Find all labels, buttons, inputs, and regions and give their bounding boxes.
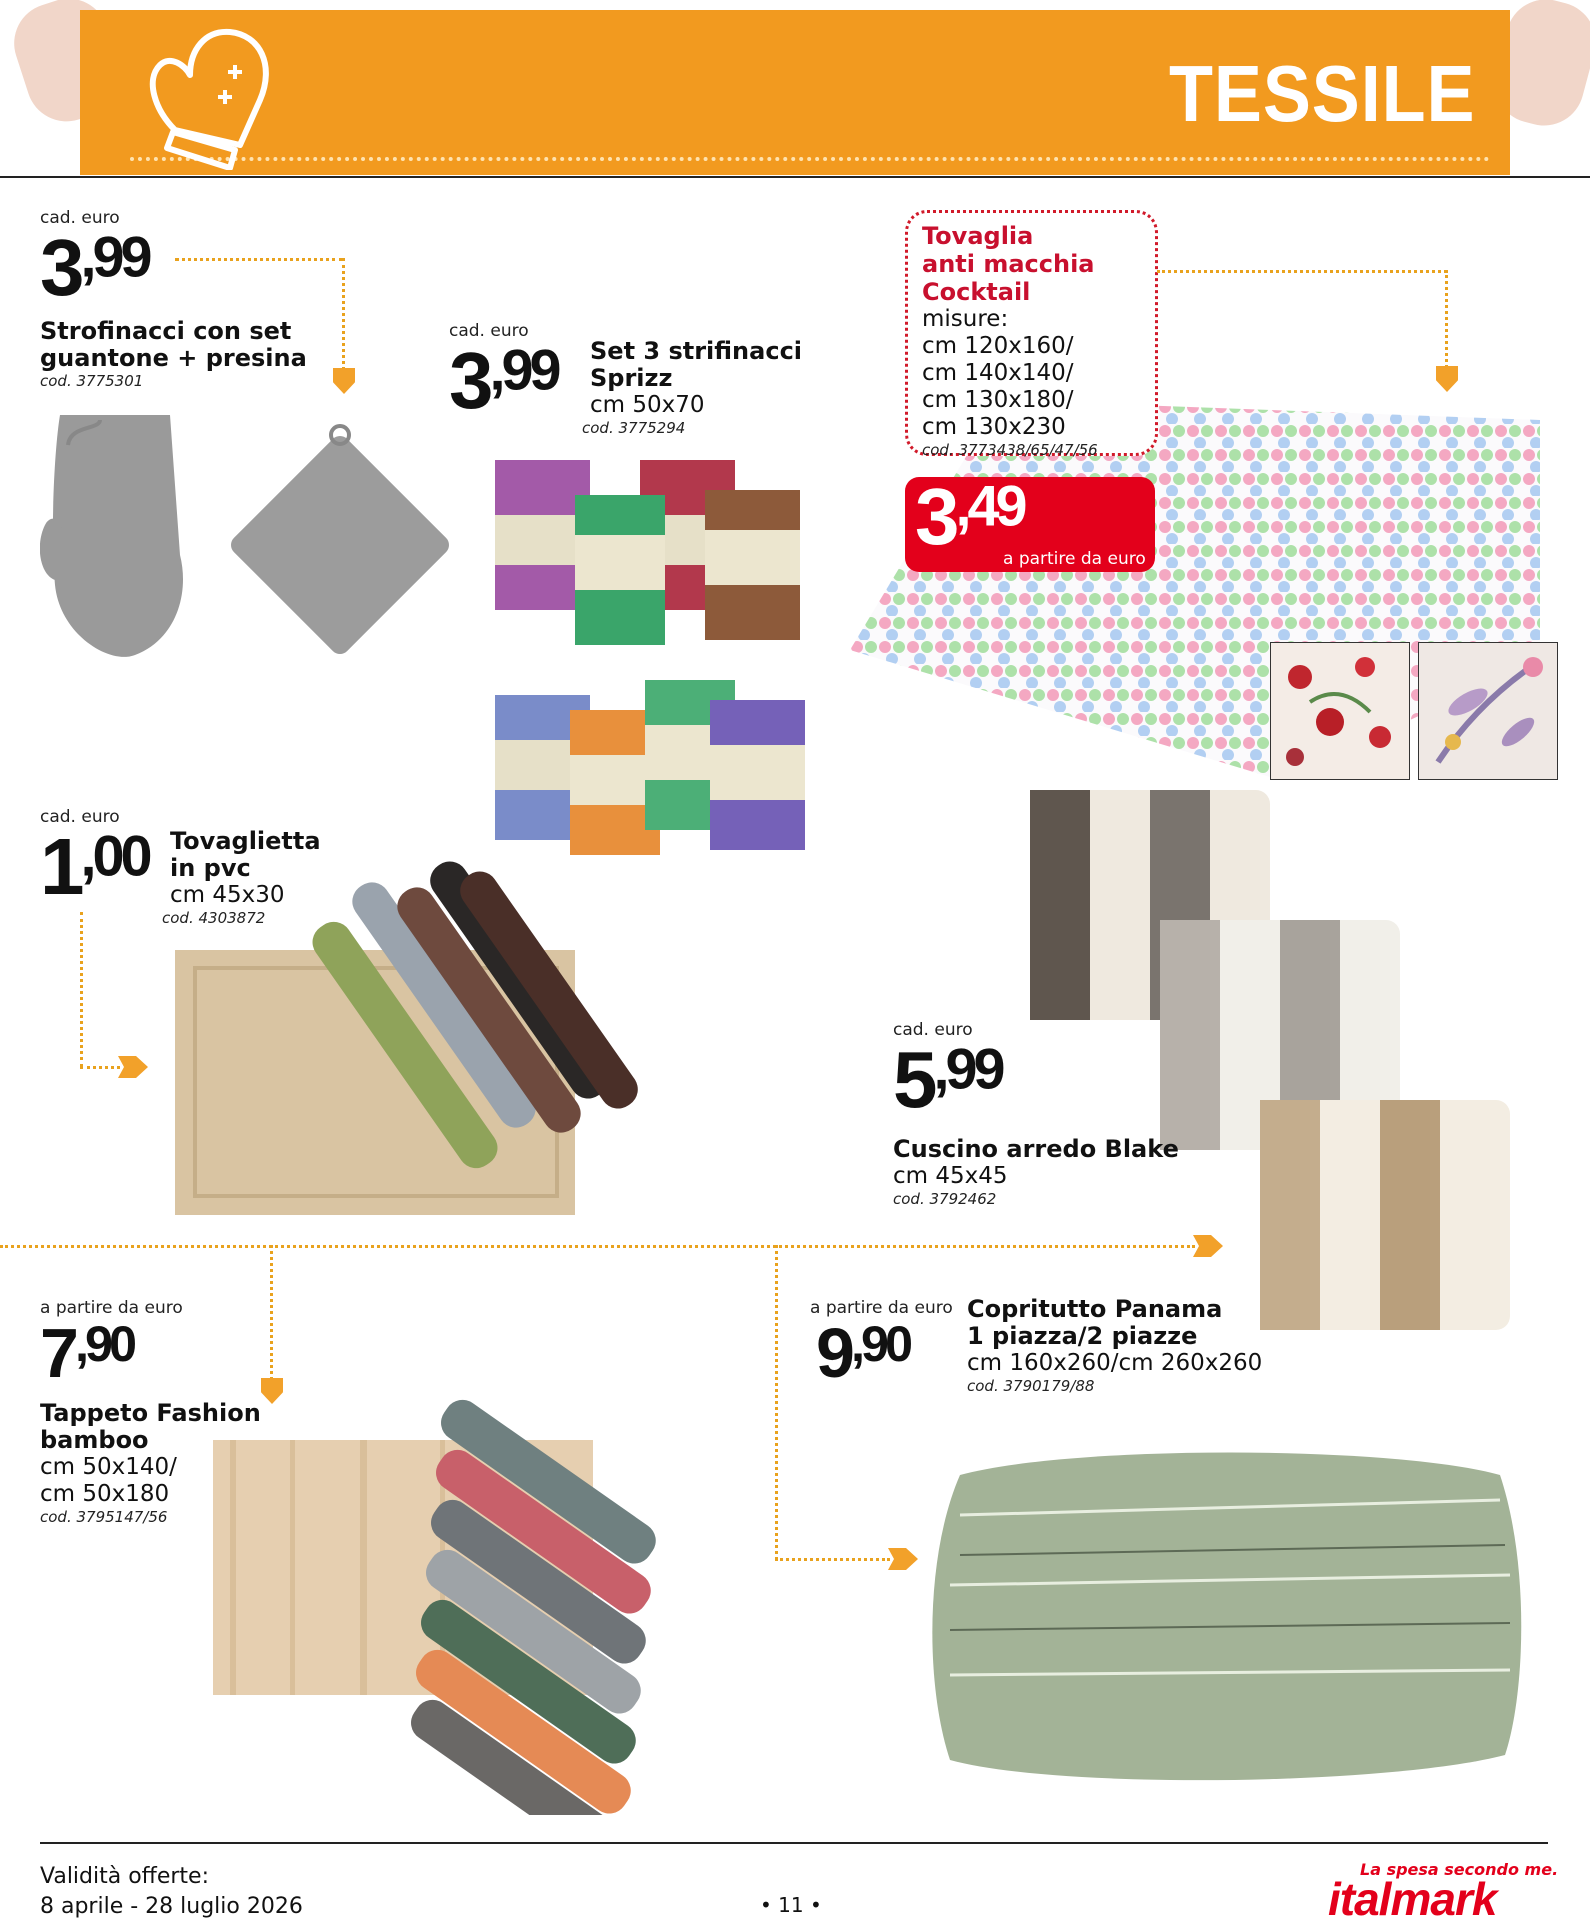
product-code: cod. 3792462 [893, 1190, 997, 1208]
product-code: cod. 3775301 [40, 372, 144, 390]
price-label: a partire da euro [810, 1298, 953, 1318]
product-desc: misure: cm 120x160/ cm 140x140/ cm 130x180/ cm 130x230 [922, 306, 1074, 440]
price-label: cad. euro [40, 807, 120, 827]
product-name: Cuscino arredo Blake [893, 1135, 1179, 1163]
product-name: Tovaglietta in pvc [170, 827, 321, 882]
connector [80, 1066, 120, 1069]
price-label: a partire da euro [1003, 549, 1146, 569]
price: $9^{,90}$ [816, 1314, 909, 1392]
product-tovaglietta [40, 807, 149, 911]
price: $5^{,99}$ [893, 1035, 1002, 1124]
product-set3 [449, 321, 558, 425]
brand-logo: italmark [1328, 1873, 1497, 1925]
connector [342, 258, 345, 370]
product-desc: cm 50x70 [590, 392, 705, 418]
connector [775, 1245, 778, 1560]
connector [80, 912, 83, 1067]
product-code: cod. 3773438/65/47/56 [922, 441, 1098, 459]
bamboo-mats-image [210, 1350, 670, 1815]
product-desc: cm 50x140/ cm 50x180 [40, 1454, 177, 1507]
price: $3^{,49}$ [915, 472, 1024, 561]
floral-swatch-red [1270, 642, 1410, 780]
brand-tagline: La spesa secondo me. [1360, 1860, 1559, 1879]
floral-swatch-lilac [1418, 642, 1558, 780]
connector [775, 1558, 890, 1561]
price-label: cad. euro [40, 208, 120, 228]
banner-dots [130, 157, 1490, 161]
pointer [1436, 366, 1458, 392]
price: $3^{,99}$ [40, 223, 149, 312]
product-copritutto-info [967, 1296, 1262, 1395]
page-number: • 11 • [760, 1893, 822, 1917]
product-name: Tovaglia anti macchia Cocktail [922, 222, 1095, 306]
validity-info [40, 1862, 303, 1922]
product-tovaglia [922, 222, 1098, 459]
product-copritutto [810, 1298, 953, 1392]
section-divider [0, 1245, 1195, 1248]
price-label: a partire da euro [40, 1298, 183, 1318]
product-code: cod. 3775294 [582, 419, 686, 437]
product-name: Strofinacci con set guantone + presina [40, 317, 307, 372]
mitt-potholder-image [40, 405, 460, 680]
banner-divider [0, 176, 1590, 178]
product-code: cod. 3795147/56 [40, 1508, 168, 1526]
product-strofinacci [40, 208, 307, 390]
price-label: cad. euro [893, 1020, 973, 1040]
section-title: TESSILE [1168, 49, 1475, 138]
placemats-image [170, 840, 680, 1220]
product-code: cod. 3790179/88 [967, 1377, 1095, 1395]
price-label: cad. euro [449, 321, 529, 341]
sofa-cover-image [920, 1445, 1530, 1790]
price: $7^{,90}$ [40, 1314, 133, 1392]
dish-towels-image [490, 455, 820, 855]
product-name: Copritutto Panama 1 piazza/2 piazze [967, 1295, 1223, 1350]
connector [175, 258, 343, 261]
product-desc: cm 45x45 [893, 1163, 1008, 1189]
footer-divider [40, 1842, 1548, 1844]
connector [1157, 270, 1447, 273]
price: $1^{,00}$ [40, 822, 149, 911]
pointer [333, 368, 355, 394]
validity-dates: 8 aprile - 28 luglio 2026 [40, 1894, 303, 1919]
product-name: Tappeto Fashion bamboo [40, 1399, 261, 1454]
price: $3^{,99}$ [449, 336, 558, 425]
product-name: Set 3 strifinacci Sprizz [590, 337, 803, 392]
validity-label: Validità offerte: [40, 1864, 209, 1889]
product-desc: cm 45x30 [170, 882, 285, 908]
oven-mitt-icon [135, 20, 295, 170]
product-code: cod. 4303872 [162, 909, 266, 927]
connector [1445, 270, 1448, 368]
pointer [118, 1056, 148, 1078]
product-desc: cm 160x260/cm 260x260 [967, 1350, 1263, 1376]
product-cuscino [893, 1020, 1179, 1208]
product-set3-info [582, 337, 803, 437]
pointer [888, 1548, 918, 1570]
